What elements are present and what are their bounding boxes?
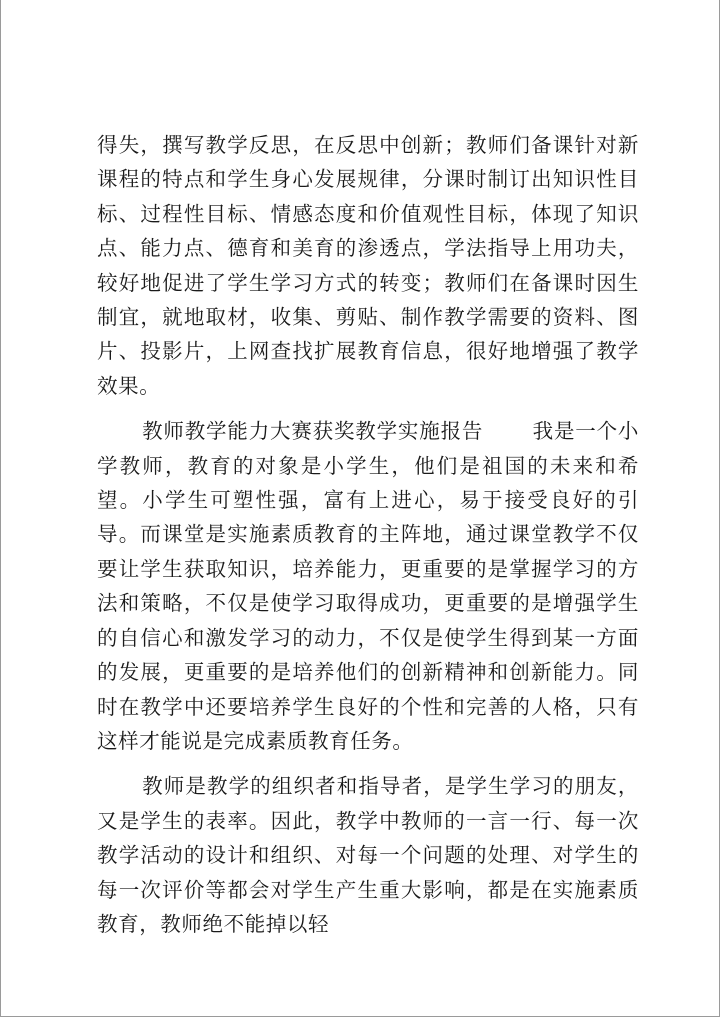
report-title: 教师教学能力大赛获奖教学实施报告 xyxy=(142,419,484,444)
document-body xyxy=(97,128,639,941)
paragraph-continuation: 得失，撰写教学反思，在反思中创新；教师们备课针对新课程的特点和学生身心发展规律，分课时制订出知识性目标、过程性目标、情感态度和价值观性目标，体现了知识点、能力点、德育和美育的渗透点，学法指导上用功夫，较好地促进了学生学习方式的转变；教师们在备课时因生制宜，就地取材，收集、剪贴、制作教学需要的资料、图片、投影片，上网查找扩展教育信息，很好地增强了教学效果。 xyxy=(97,133,639,398)
report-text: 我是一个小学教师，教育的对象是小学生，他们是祖国的未来和希望。小学生可塑性强，富有上进心，易于接受良好的引导。而课堂是实施素质教育的主阵地，通过课堂教学不仅要让学生获取知识，培养能力，更重要的是掌握学习的方法和策略，不仅是使学习取得成功，更重要的是增强学生的自信心和激发学习的动力，不仅是使学生得到某一方面的发展，更重要的是培养他们的创新精神和创新能力。同时在教学中还要培养学生良好的个性和完善的人格，只有这样才能说是完成素质教育任务。 xyxy=(97,419,640,753)
paragraph-teacher-role: 教师是教学的组织者和指导者，是学生学习的朋友，又是学生的表率。因此，教学中教师的一言一行、每一次教学活动的设计和组织、对每一个问题的处理、对学生的每一次评价等都会对学生产生重大影响，都是在实施素质教育，教师绝不能掉以轻 xyxy=(97,774,639,936)
paragraph-report xyxy=(97,414,639,758)
